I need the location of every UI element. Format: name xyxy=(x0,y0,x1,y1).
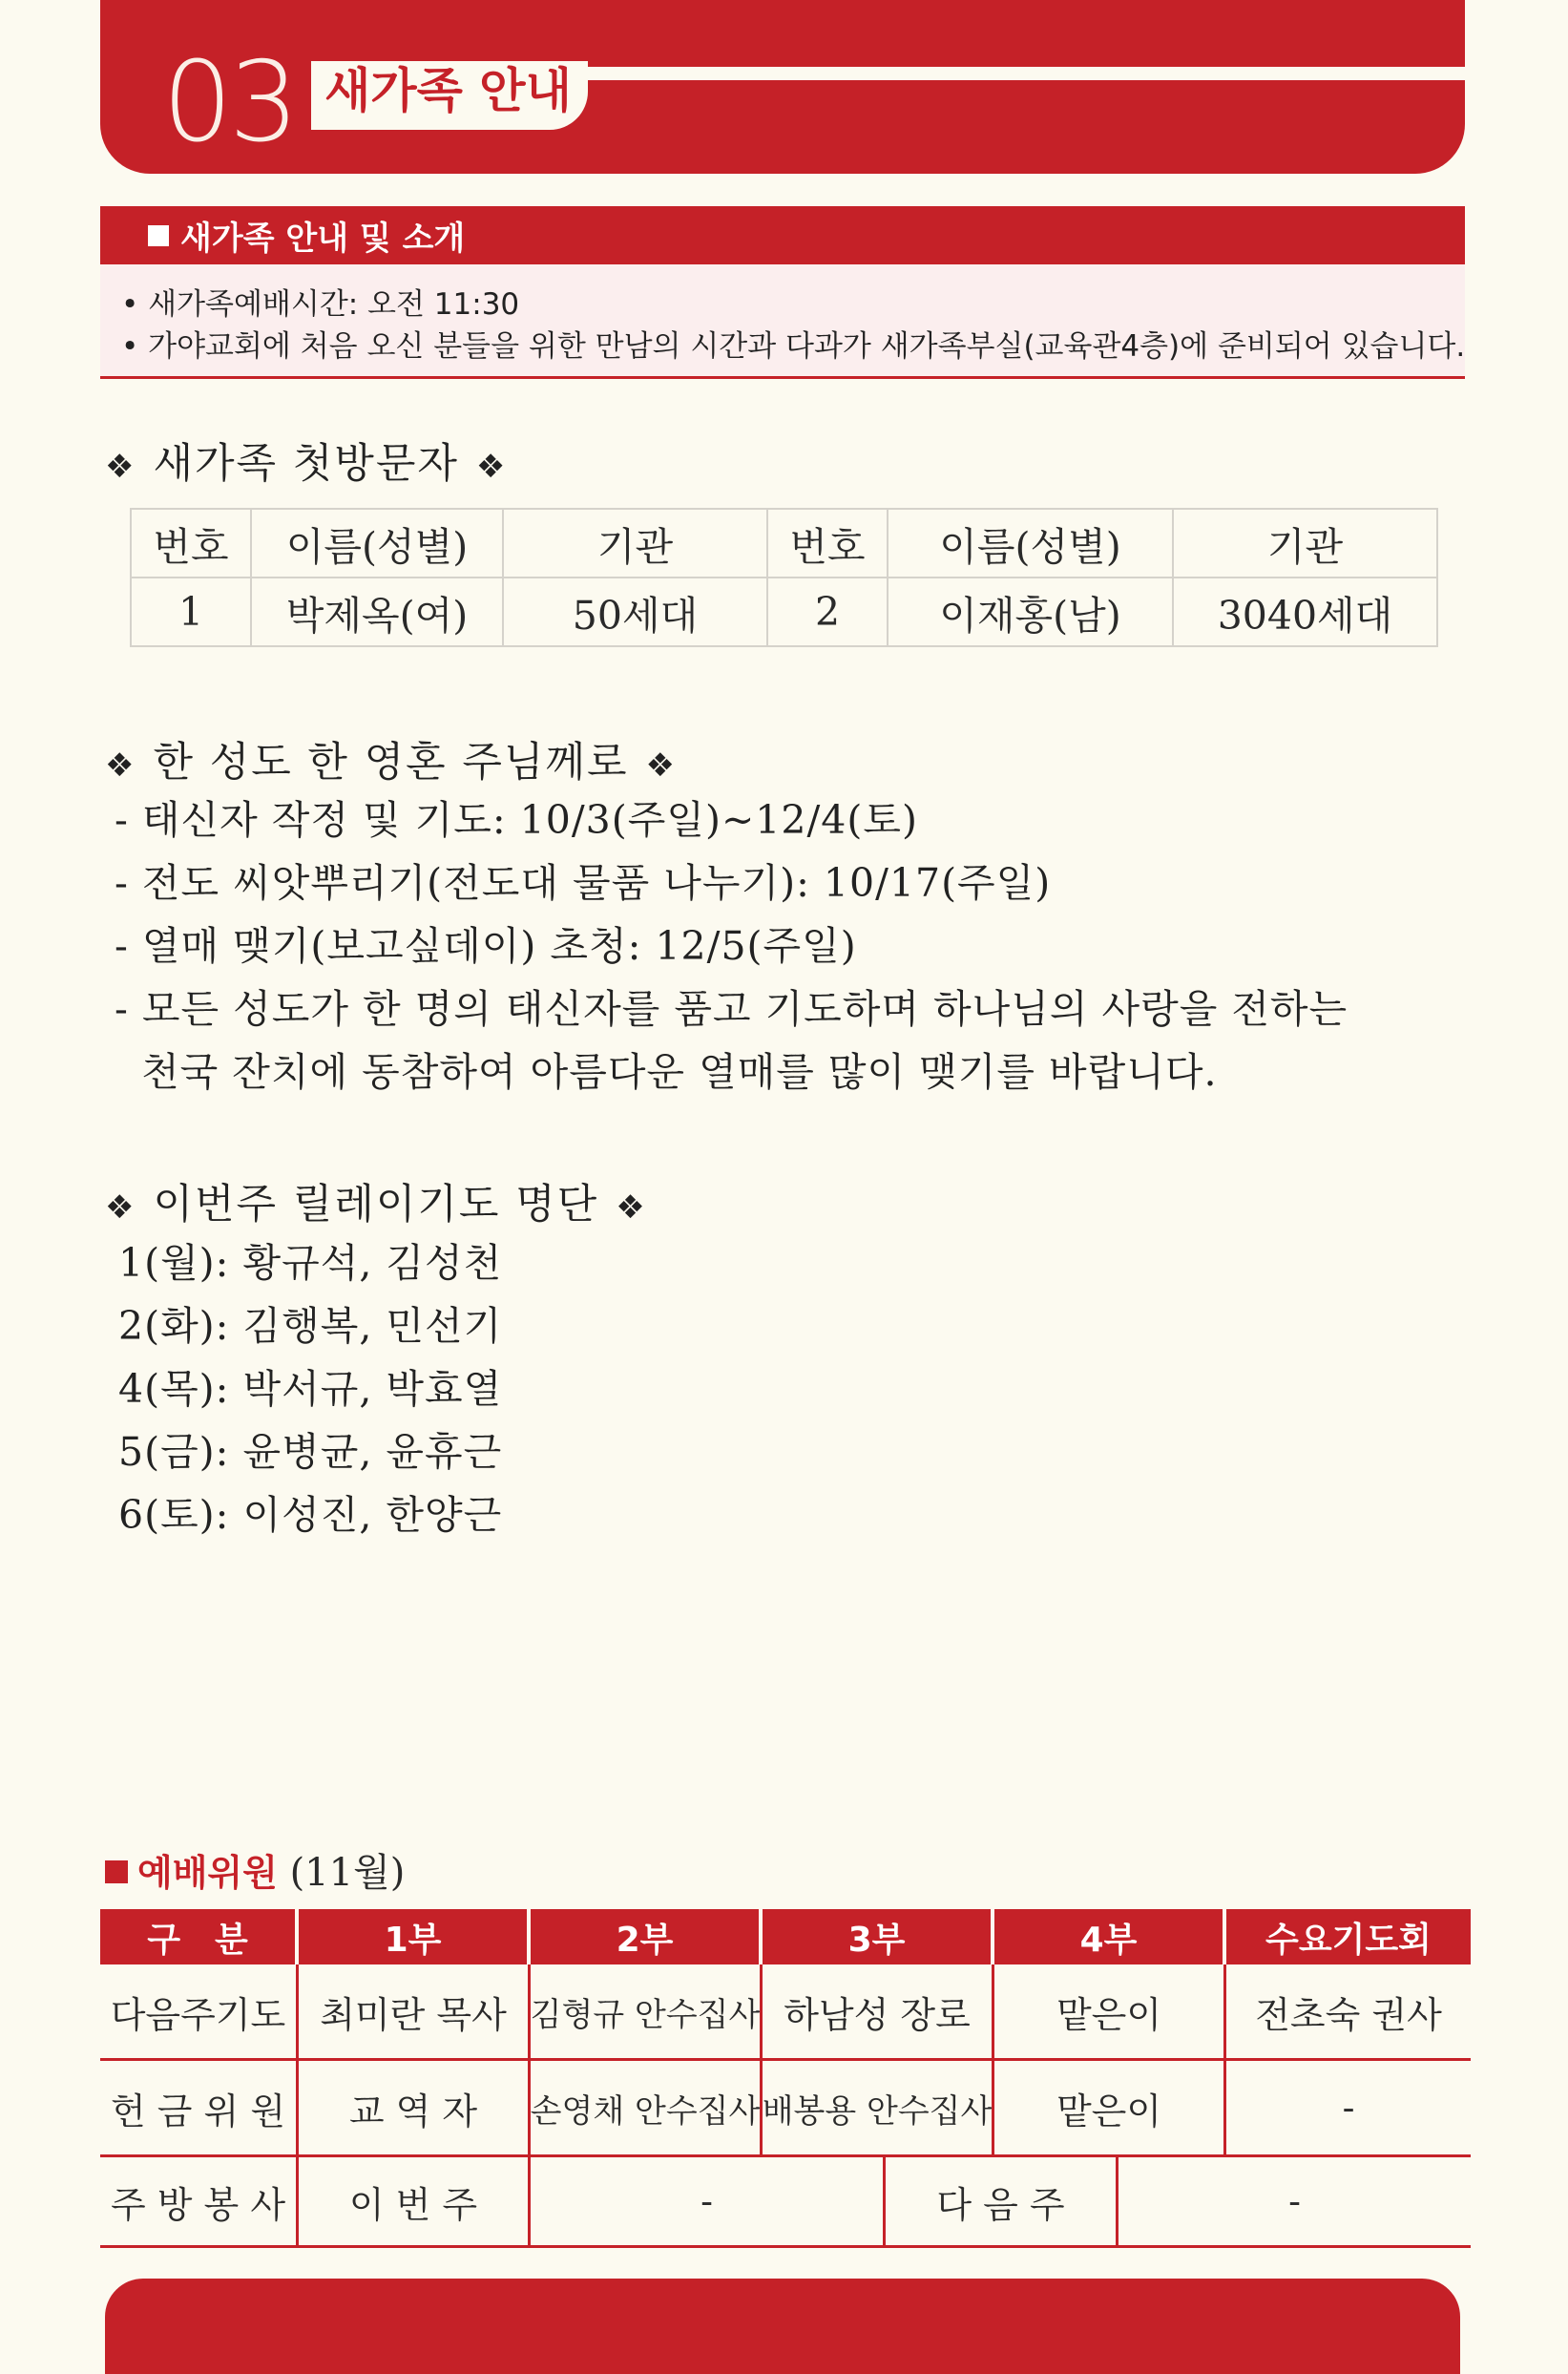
relay-section-title xyxy=(105,1172,647,1230)
info-heading-text: 새가족 안내 및 소개 xyxy=(180,220,466,258)
table-header-cell: 기관 xyxy=(503,509,767,578)
table-header-cell: 1부 xyxy=(299,1909,531,1964)
list-item: - 전도 씨앗뿌리기(전도대 물품 나누기): 10/17(주일) xyxy=(115,860,1052,906)
visitors-title-text: 새가족 첫방문자 xyxy=(153,440,459,488)
list-item: 천국 잔치에 동참하여 아름다운 열매를 많이 맺기를 바랍니다. xyxy=(115,1049,1218,1095)
table-cell: 이재홍(남) xyxy=(888,578,1173,646)
table-cell: 다음주기도 xyxy=(100,1964,299,2058)
table-cell: 50세대 xyxy=(503,578,767,646)
relay-title-text: 이번주 릴레이기도 명단 xyxy=(153,1181,599,1229)
list-item: 4(목): 박서규, 박효열 xyxy=(118,1366,503,1412)
list-item: 2(화): 김행복, 민선기 xyxy=(118,1303,503,1349)
relay-list xyxy=(118,1231,502,1546)
table-cell: 배봉용 안수집사 xyxy=(763,2061,994,2154)
table-cell: 손영채 안수집사 xyxy=(531,2061,763,2154)
table-row xyxy=(100,2061,1471,2157)
footer-band xyxy=(105,2279,1460,2374)
table-header-cell: 구 분 xyxy=(100,1909,299,1964)
header-band xyxy=(100,0,1465,174)
table-header-cell: 수요기도회 xyxy=(1226,1909,1471,1964)
table-cell: 김형규 안수집사 xyxy=(531,1964,763,2058)
committee-month: (11월) xyxy=(289,1851,406,1895)
visitors-table xyxy=(130,508,1438,647)
visitors-section-title xyxy=(105,431,507,490)
diamond-icon: ❖ xyxy=(616,1188,647,1227)
diamond-icon: ❖ xyxy=(105,448,136,486)
table-cell: 2 xyxy=(767,578,888,646)
table-cell: 3040세대 xyxy=(1173,578,1437,646)
table-row xyxy=(100,1964,1471,2061)
table-cell: 최미란 목사 xyxy=(299,1964,531,2058)
page-title: 새가족 안내 xyxy=(324,63,572,118)
table-header-cell: 2부 xyxy=(531,1909,763,1964)
diamond-icon: ❖ xyxy=(645,746,678,785)
table-header-cell: 번호 xyxy=(131,509,251,578)
table-row xyxy=(100,2157,1471,2248)
table-header-cell: 이름(성별) xyxy=(888,509,1173,578)
table-cell: 교 역 자 xyxy=(299,2061,531,2154)
evangelism-title-text: 한 성도 한 영혼 주님께로 xyxy=(153,739,629,787)
table-cell: 하남성 장로 xyxy=(763,1964,994,2058)
diamond-icon: ❖ xyxy=(105,1188,136,1227)
list-item: 6(토): 이성진, 한양근 xyxy=(118,1492,503,1538)
info-heading xyxy=(100,206,1465,264)
table-cell: 다 음 주 xyxy=(886,2157,1119,2245)
committee-title xyxy=(105,1842,405,1897)
table-cell: - xyxy=(1342,2087,1355,2129)
table-cell: 맡은이 xyxy=(994,1964,1226,2058)
square-bullet-icon xyxy=(105,1860,128,1883)
diamond-icon: ❖ xyxy=(105,746,136,785)
info-line: • 새가족예배시간: 오전 11:30 xyxy=(121,287,520,322)
table-cell: 이 번 주 xyxy=(299,2157,531,2245)
table-cell: 전초숙 권사 xyxy=(1255,1993,1442,2036)
table-header-row xyxy=(131,509,1437,578)
list-item: - 태신자 작정 및 기도: 10/3(주일)~12/4(토) xyxy=(115,797,918,843)
table-header-cell: 4부 xyxy=(994,1909,1226,1964)
table-cell: 주 방 봉 사 xyxy=(100,2157,299,2245)
list-item: - 열매 맺기(보고싶데이) 초청: 12/5(주일) xyxy=(115,923,857,969)
list-item: 1(월): 황규석, 김성천 xyxy=(118,1240,503,1286)
diamond-icon: ❖ xyxy=(475,448,508,486)
info-body xyxy=(100,264,1465,379)
table-cell: 맡은이 xyxy=(994,2061,1226,2154)
table-cell: 헌 금 위 원 xyxy=(100,2061,299,2154)
table-header-cell: 이름(성별) xyxy=(251,509,503,578)
square-bullet-icon xyxy=(148,225,169,246)
table-cell: 1 xyxy=(131,578,251,646)
list-item: 5(금): 윤병균, 윤휴근 xyxy=(118,1429,503,1475)
committee-table xyxy=(100,1909,1471,2248)
info-line: • 가야교회에 처음 오신 분들을 위한 만남의 시간과 다과가 새가족부실(교육관4층)에 준비되어 있습니다. xyxy=(121,329,1466,364)
evangelism-section-title xyxy=(105,730,677,788)
table-cell: - xyxy=(531,2157,886,2245)
table-cell: - xyxy=(1288,2180,1301,2222)
table-header-row xyxy=(100,1909,1471,1964)
section-number: 03 xyxy=(162,38,296,167)
list-item: - 모든 성도가 한 명의 태신자를 품고 기도하며 하나님의 사랑을 전하는 xyxy=(115,986,1348,1032)
table-header-cell: 번호 xyxy=(767,509,888,578)
table-cell: 박제옥(여) xyxy=(251,578,503,646)
table-row xyxy=(131,578,1437,646)
committee-title-text: 예배위원 xyxy=(137,1852,278,1894)
table-header-cell: 기관 xyxy=(1173,509,1437,578)
table-header-cell: 3부 xyxy=(763,1909,994,1964)
evangelism-list xyxy=(115,788,1348,1103)
